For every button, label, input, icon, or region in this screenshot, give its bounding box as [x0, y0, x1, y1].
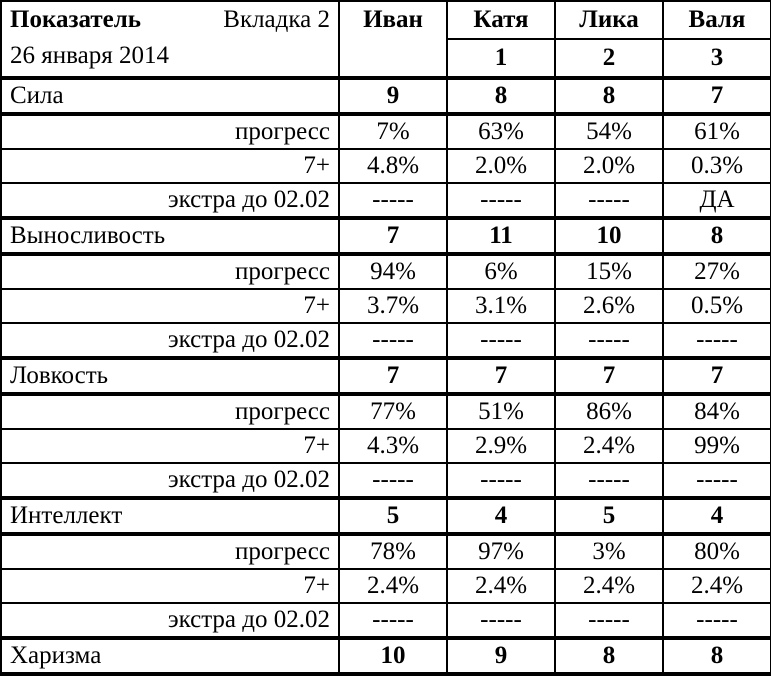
stat-row — [1, 638, 771, 674]
detail-value: ДА — [663, 183, 771, 218]
header-date: 26 января 2014 — [10, 42, 169, 69]
detail-row — [1, 534, 771, 569]
detail-value: ----- — [447, 463, 555, 498]
detail-value: 7% — [339, 114, 447, 149]
header-cell — [1, 1, 339, 78]
detail-label: прогресс — [1, 254, 339, 289]
detail-value: ----- — [447, 323, 555, 358]
detail-value: 4.8% — [339, 149, 447, 183]
stat-name: Ловкость — [1, 358, 339, 394]
stat-name: Харизма — [1, 638, 339, 674]
detail-row — [1, 254, 771, 289]
detail-value: ----- — [555, 463, 663, 498]
detail-row — [1, 183, 771, 218]
detail-row — [1, 394, 771, 429]
stat-value: 7 — [663, 78, 771, 114]
detail-value: 6% — [447, 254, 555, 289]
header-title: Показатель — [10, 6, 141, 33]
detail-value: 63% — [447, 114, 555, 149]
detail-value: ----- — [339, 323, 447, 358]
stat-name: Сила — [1, 78, 339, 114]
stat-value: 11 — [447, 218, 555, 254]
detail-label: прогресс — [1, 394, 339, 429]
detail-label: экстра до 02.02 — [1, 463, 339, 498]
stat-name: Интеллект — [1, 498, 339, 534]
detail-value: ----- — [555, 183, 663, 218]
stat-row — [1, 498, 771, 534]
detail-label: прогресс — [1, 114, 339, 149]
detail-value: ----- — [555, 323, 663, 358]
stat-row — [1, 358, 771, 394]
detail-value: 3.1% — [447, 289, 555, 323]
stat-value: 5 — [339, 498, 447, 534]
stat-value: 7 — [339, 218, 447, 254]
detail-value: 2.4% — [663, 569, 771, 603]
stat-value: 8 — [663, 638, 771, 674]
stat-row — [1, 218, 771, 254]
detail-value: ----- — [447, 603, 555, 638]
stat-value: 7 — [447, 358, 555, 394]
detail-row — [1, 463, 771, 498]
detail-value: ----- — [339, 463, 447, 498]
detail-row — [1, 603, 771, 638]
detail-value: ----- — [663, 603, 771, 638]
detail-value: 80% — [663, 534, 771, 569]
detail-value: 99% — [663, 429, 771, 463]
column-number: 1 — [447, 39, 555, 78]
stat-value: 9 — [339, 78, 447, 114]
detail-value: 2.6% — [555, 289, 663, 323]
stat-value: 7 — [663, 358, 771, 394]
stat-value: 5 — [555, 498, 663, 534]
header-row — [1, 1, 771, 39]
detail-value: ----- — [339, 603, 447, 638]
stat-value: 10 — [555, 218, 663, 254]
detail-value: 15% — [555, 254, 663, 289]
detail-value: 27% — [663, 254, 771, 289]
detail-value: ----- — [663, 323, 771, 358]
detail-value: 0.3% — [663, 149, 771, 183]
detail-label: прогресс — [1, 534, 339, 569]
detail-value: 0.5% — [663, 289, 771, 323]
column-number: 2 — [555, 39, 663, 78]
detail-value: 2.4% — [555, 569, 663, 603]
detail-value: 2.4% — [555, 429, 663, 463]
detail-value: 78% — [339, 534, 447, 569]
stat-value: 4 — [663, 498, 771, 534]
column-name: Валя — [663, 1, 771, 39]
stat-value: 4 — [447, 498, 555, 534]
header-tab: Вкладка 2 — [223, 6, 330, 33]
detail-label: экстра до 02.02 — [1, 603, 339, 638]
stat-value: 7 — [339, 358, 447, 394]
stat-value: 9 — [447, 638, 555, 674]
detail-value: 54% — [555, 114, 663, 149]
stat-value: 8 — [555, 638, 663, 674]
stat-row — [1, 78, 771, 114]
detail-label: 7+ — [1, 289, 339, 323]
detail-value: 2.0% — [555, 149, 663, 183]
detail-value: 3% — [555, 534, 663, 569]
detail-label: 7+ — [1, 569, 339, 603]
detail-value: ----- — [555, 603, 663, 638]
stat-value: 8 — [663, 218, 771, 254]
detail-row — [1, 114, 771, 149]
stat-value: 8 — [447, 78, 555, 114]
detail-value: ----- — [339, 183, 447, 218]
column-name: Лика — [555, 1, 663, 39]
detail-label: экстра до 02.02 — [1, 183, 339, 218]
detail-row — [1, 569, 771, 603]
detail-value: 2.4% — [447, 569, 555, 603]
stat-value: 10 — [339, 638, 447, 674]
detail-value: 2.9% — [447, 429, 555, 463]
detail-value: 2.0% — [447, 149, 555, 183]
detail-value: 86% — [555, 394, 663, 429]
detail-value: 61% — [663, 114, 771, 149]
detail-value: 2.4% — [339, 569, 447, 603]
detail-value: 51% — [447, 394, 555, 429]
detail-value: 4.3% — [339, 429, 447, 463]
column-name: Иван — [339, 1, 447, 78]
detail-label: экстра до 02.02 — [1, 323, 339, 358]
detail-row — [1, 289, 771, 323]
detail-value: 84% — [663, 394, 771, 429]
stat-value: 8 — [555, 78, 663, 114]
column-name: Катя — [447, 1, 555, 39]
detail-value: ----- — [663, 463, 771, 498]
column-number: 3 — [663, 39, 771, 78]
detail-row — [1, 323, 771, 358]
detail-row — [1, 149, 771, 183]
detail-row — [1, 429, 771, 463]
detail-label: 7+ — [1, 149, 339, 183]
detail-value: 77% — [339, 394, 447, 429]
detail-value: ----- — [447, 183, 555, 218]
detail-value: 94% — [339, 254, 447, 289]
detail-value: 97% — [447, 534, 555, 569]
detail-label: 7+ — [1, 429, 339, 463]
detail-value: 3.7% — [339, 289, 447, 323]
stat-value: 7 — [555, 358, 663, 394]
stat-name: Выносливость — [1, 218, 339, 254]
